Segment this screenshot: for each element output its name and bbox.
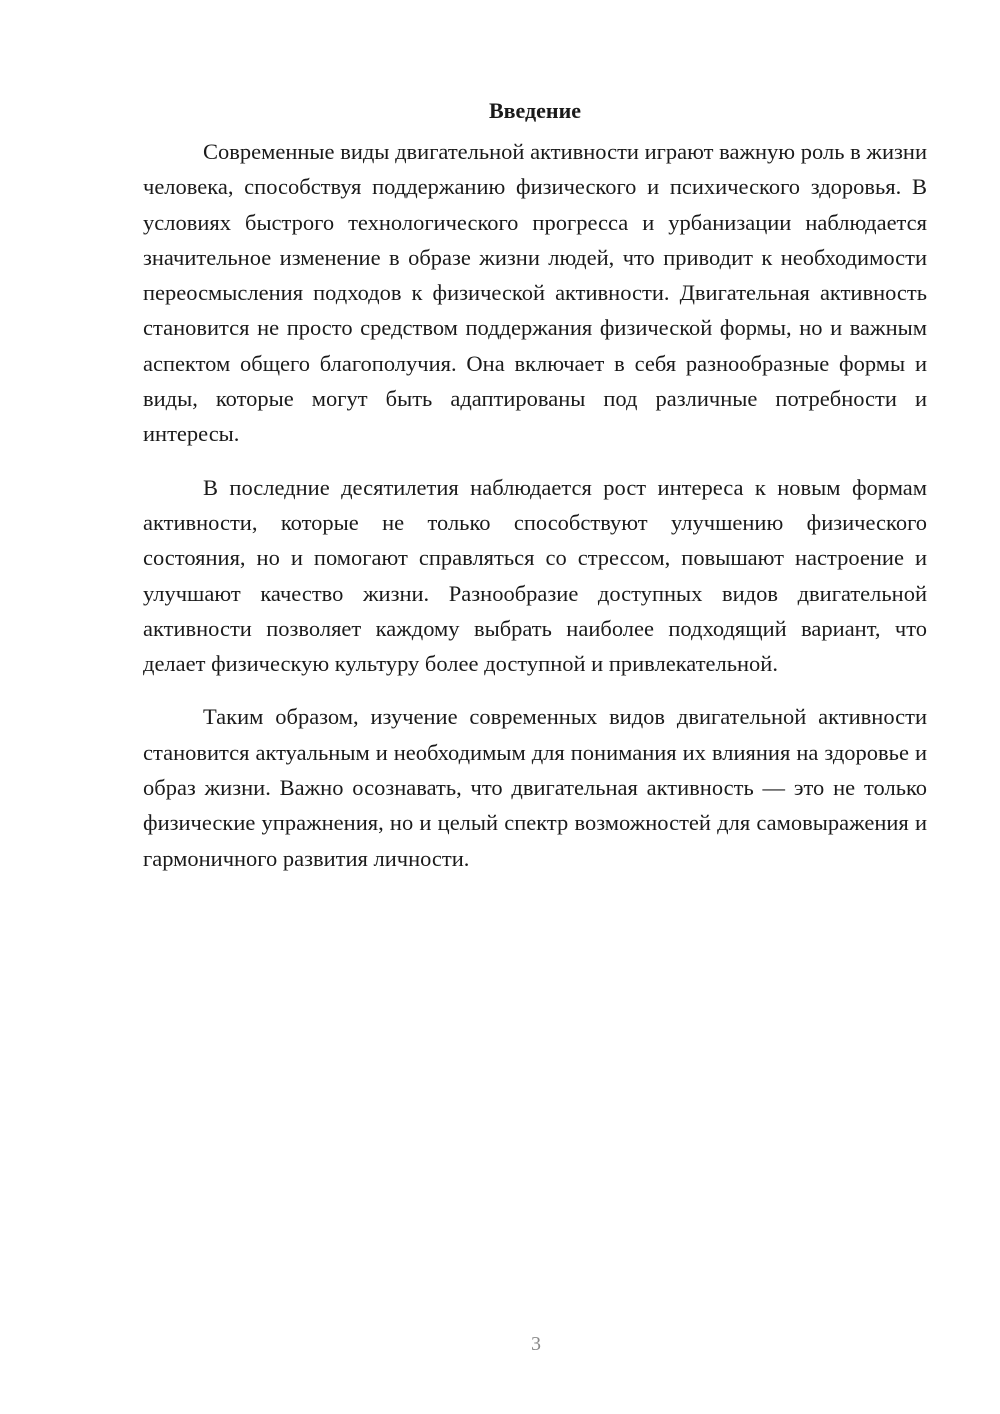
section-title: Введение xyxy=(488,98,582,123)
paragraph-2: В последние десятилетия наблюдается рост интереса к новым формам активности, которые не только способствуют улучшению физического состояния, но и помогают справляться со стрессом, повышают настроение и улучшают качество жизни. Разнообразие доступных видов двигательной активности позволяет каждому выбрать наиболее подходящий вариант, что делает физическую культуру более доступной и привлекательной. xyxy=(143,474,927,677)
page-content xyxy=(143,94,927,894)
paragraph-1: Современные виды двигательной активности играют важную роль в жизни человека, способствуя поддержанию физического и психического здоровья. В условиях быстрого технологического прогресса и урбанизации наблюдается значительное изменение в образе жизни людей, что приводит к необходимости переосмысления подходов к физической активности. Двигательная активность становится не просто средством поддержания физической формы, но и важным аспектом общего благополучия. Она включает в себя разнообразные формы и виды, которые могут быть адаптированы под различные потребности и интересы. xyxy=(143,139,927,447)
paragraph-3: Таким образом, изучение современных видов двигательной активности становится актуальным и необходимым для понимания их влияния на здоровье и образ жизни. Важно осознавать, что двигательная активность — это не только физические упражнения, но и целый спектр возможностей для самовыражения и гармоничного развития личности. xyxy=(143,704,927,871)
page-number: 3 xyxy=(531,1333,541,1355)
